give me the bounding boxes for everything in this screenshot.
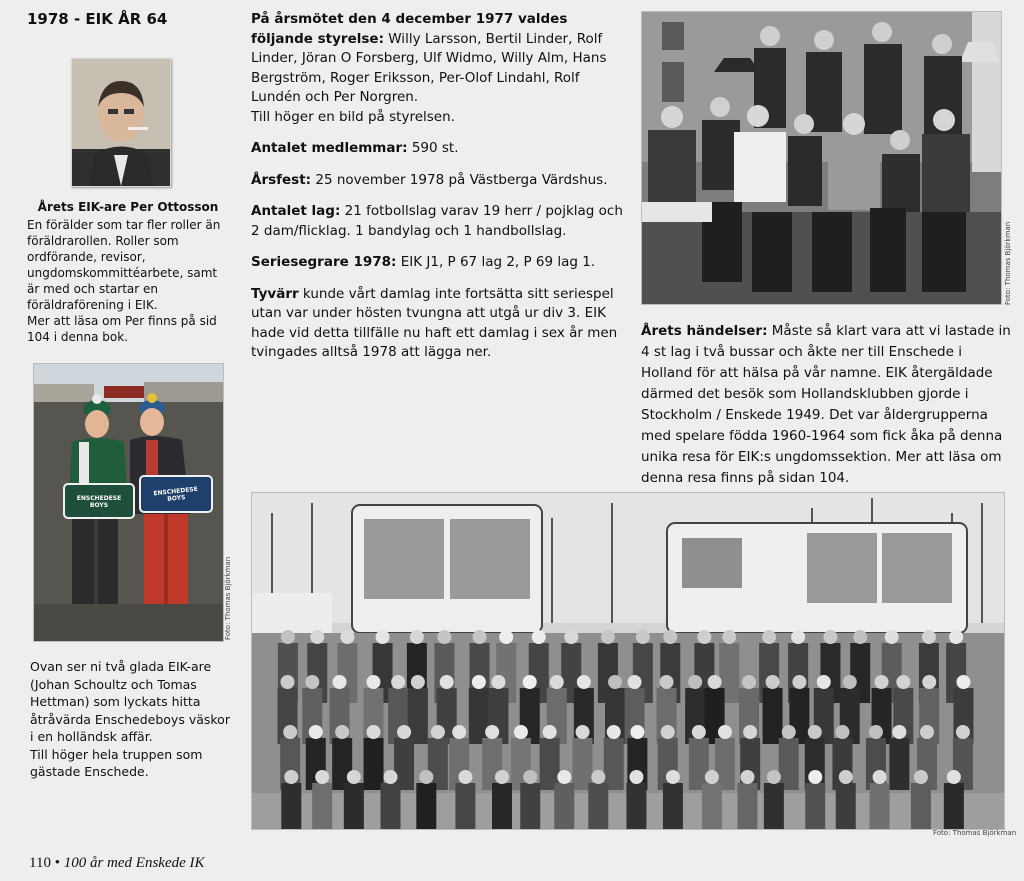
footer-book-title: 100 år med Enskede IK [63, 855, 205, 871]
teams-label: Antalet lag: [251, 203, 341, 219]
main-text [251, 10, 631, 375]
board-label: På årsmötet den 4 december 1977 valdes följande styrelse: [251, 11, 568, 47]
party-label: Årsfest: [251, 171, 312, 188]
footer-separator: • [54, 855, 60, 871]
bag-label-left: ENSCHEDESE BOYS [76, 495, 122, 509]
events-body: Måste så klart vara att vi lastade in 4 st lag i två bussar och åkte ner till Enschede i Holland för att hälsa på vår namne. EIK återgäldade därmed det besök som Hollandsklubben gjorde i Stockholm / Enskede 1949. Det var åldergrupperna med spelare födda 1960-1964 som fick åka på denna unika resa för EIK:s ungdomssektion. Mer att läsa om denna resa finns på sidan 104. [641, 323, 1011, 486]
bag-label-right: ENSCHEDESE BOYS [153, 485, 199, 503]
board-photo-credit: Foto: Thomas Björkman [1004, 221, 1012, 305]
winners-value: EIK J1, P 67 lag 2, P 69 lag 1. [396, 254, 596, 270]
sad-value: kunde vårt damlag inte fortsätta sitt seriespel utan var under hösten tvungna att utgå ur div 3. EIK hade vid detta tillfälle nu haft ett damlag i sex år men tvingades alltså 1978 att lägga ner. [251, 285, 618, 360]
portrait-photo [71, 58, 171, 187]
board-photo [641, 11, 1002, 305]
events-label: Årets händelser: [641, 323, 768, 339]
events-text [641, 321, 1011, 489]
footer-page-number: 110 [29, 855, 51, 871]
board-names: Willy Larsson, Bertil Linder, Rolf Linder, Jöran O Forsberg, Ulf Widmo, Willy Alm, Hans Bergström, Roger Eriksson, Per-Olof Lindahl, Rolf Lundén och Per Norgren. [251, 30, 607, 105]
board-note: Till höger en bild på styrelsen. [251, 108, 455, 125]
teams-value: 21 fotbollslag varav 19 herr / pojklag och 2 dam/flicklag. 1 bandylag och 1 handbollslag. [251, 203, 623, 239]
members-label: Antalet medlemmar: [251, 140, 408, 156]
winners-label: Seriesegrare 1978: [251, 254, 397, 270]
boys-photo-caption: Ovan ser ni två glada EIK-are (Johan Schoultz och Tomas Hettman) som lyckats hitta åtråvärda Enschedeboys väskor i en holländsk affär. Till höger hela truppen som gästade Enschede. [30, 659, 230, 779]
group-photo [251, 492, 1005, 830]
members-value: 590 st. [407, 140, 459, 156]
sad-label: Tyvärr [251, 285, 299, 302]
group-photo-credit: Foto: Thomas Björkman [933, 829, 1017, 837]
portrait-caption-title: Årets EIK-are Per Ottosson [37, 200, 219, 214]
page-footer [29, 855, 205, 872]
page-heading: 1978 - EIK ÅR 64 [27, 10, 168, 28]
boys-photo-credit: Foto: Thomas Björkman [224, 556, 232, 640]
portrait-caption-body: En förälder som tar fler roller än föräldrarollen. Roller som ordförande, revisor, ungdomskommittéarbete, samt är med och startar en föräldraförening i EIK. Mer att läsa om Per finns på sid 104 i denna bok. [27, 218, 221, 344]
boys-photo [33, 363, 224, 642]
party-value: 25 november 1978 på Västberga Värdshus. [311, 171, 608, 188]
